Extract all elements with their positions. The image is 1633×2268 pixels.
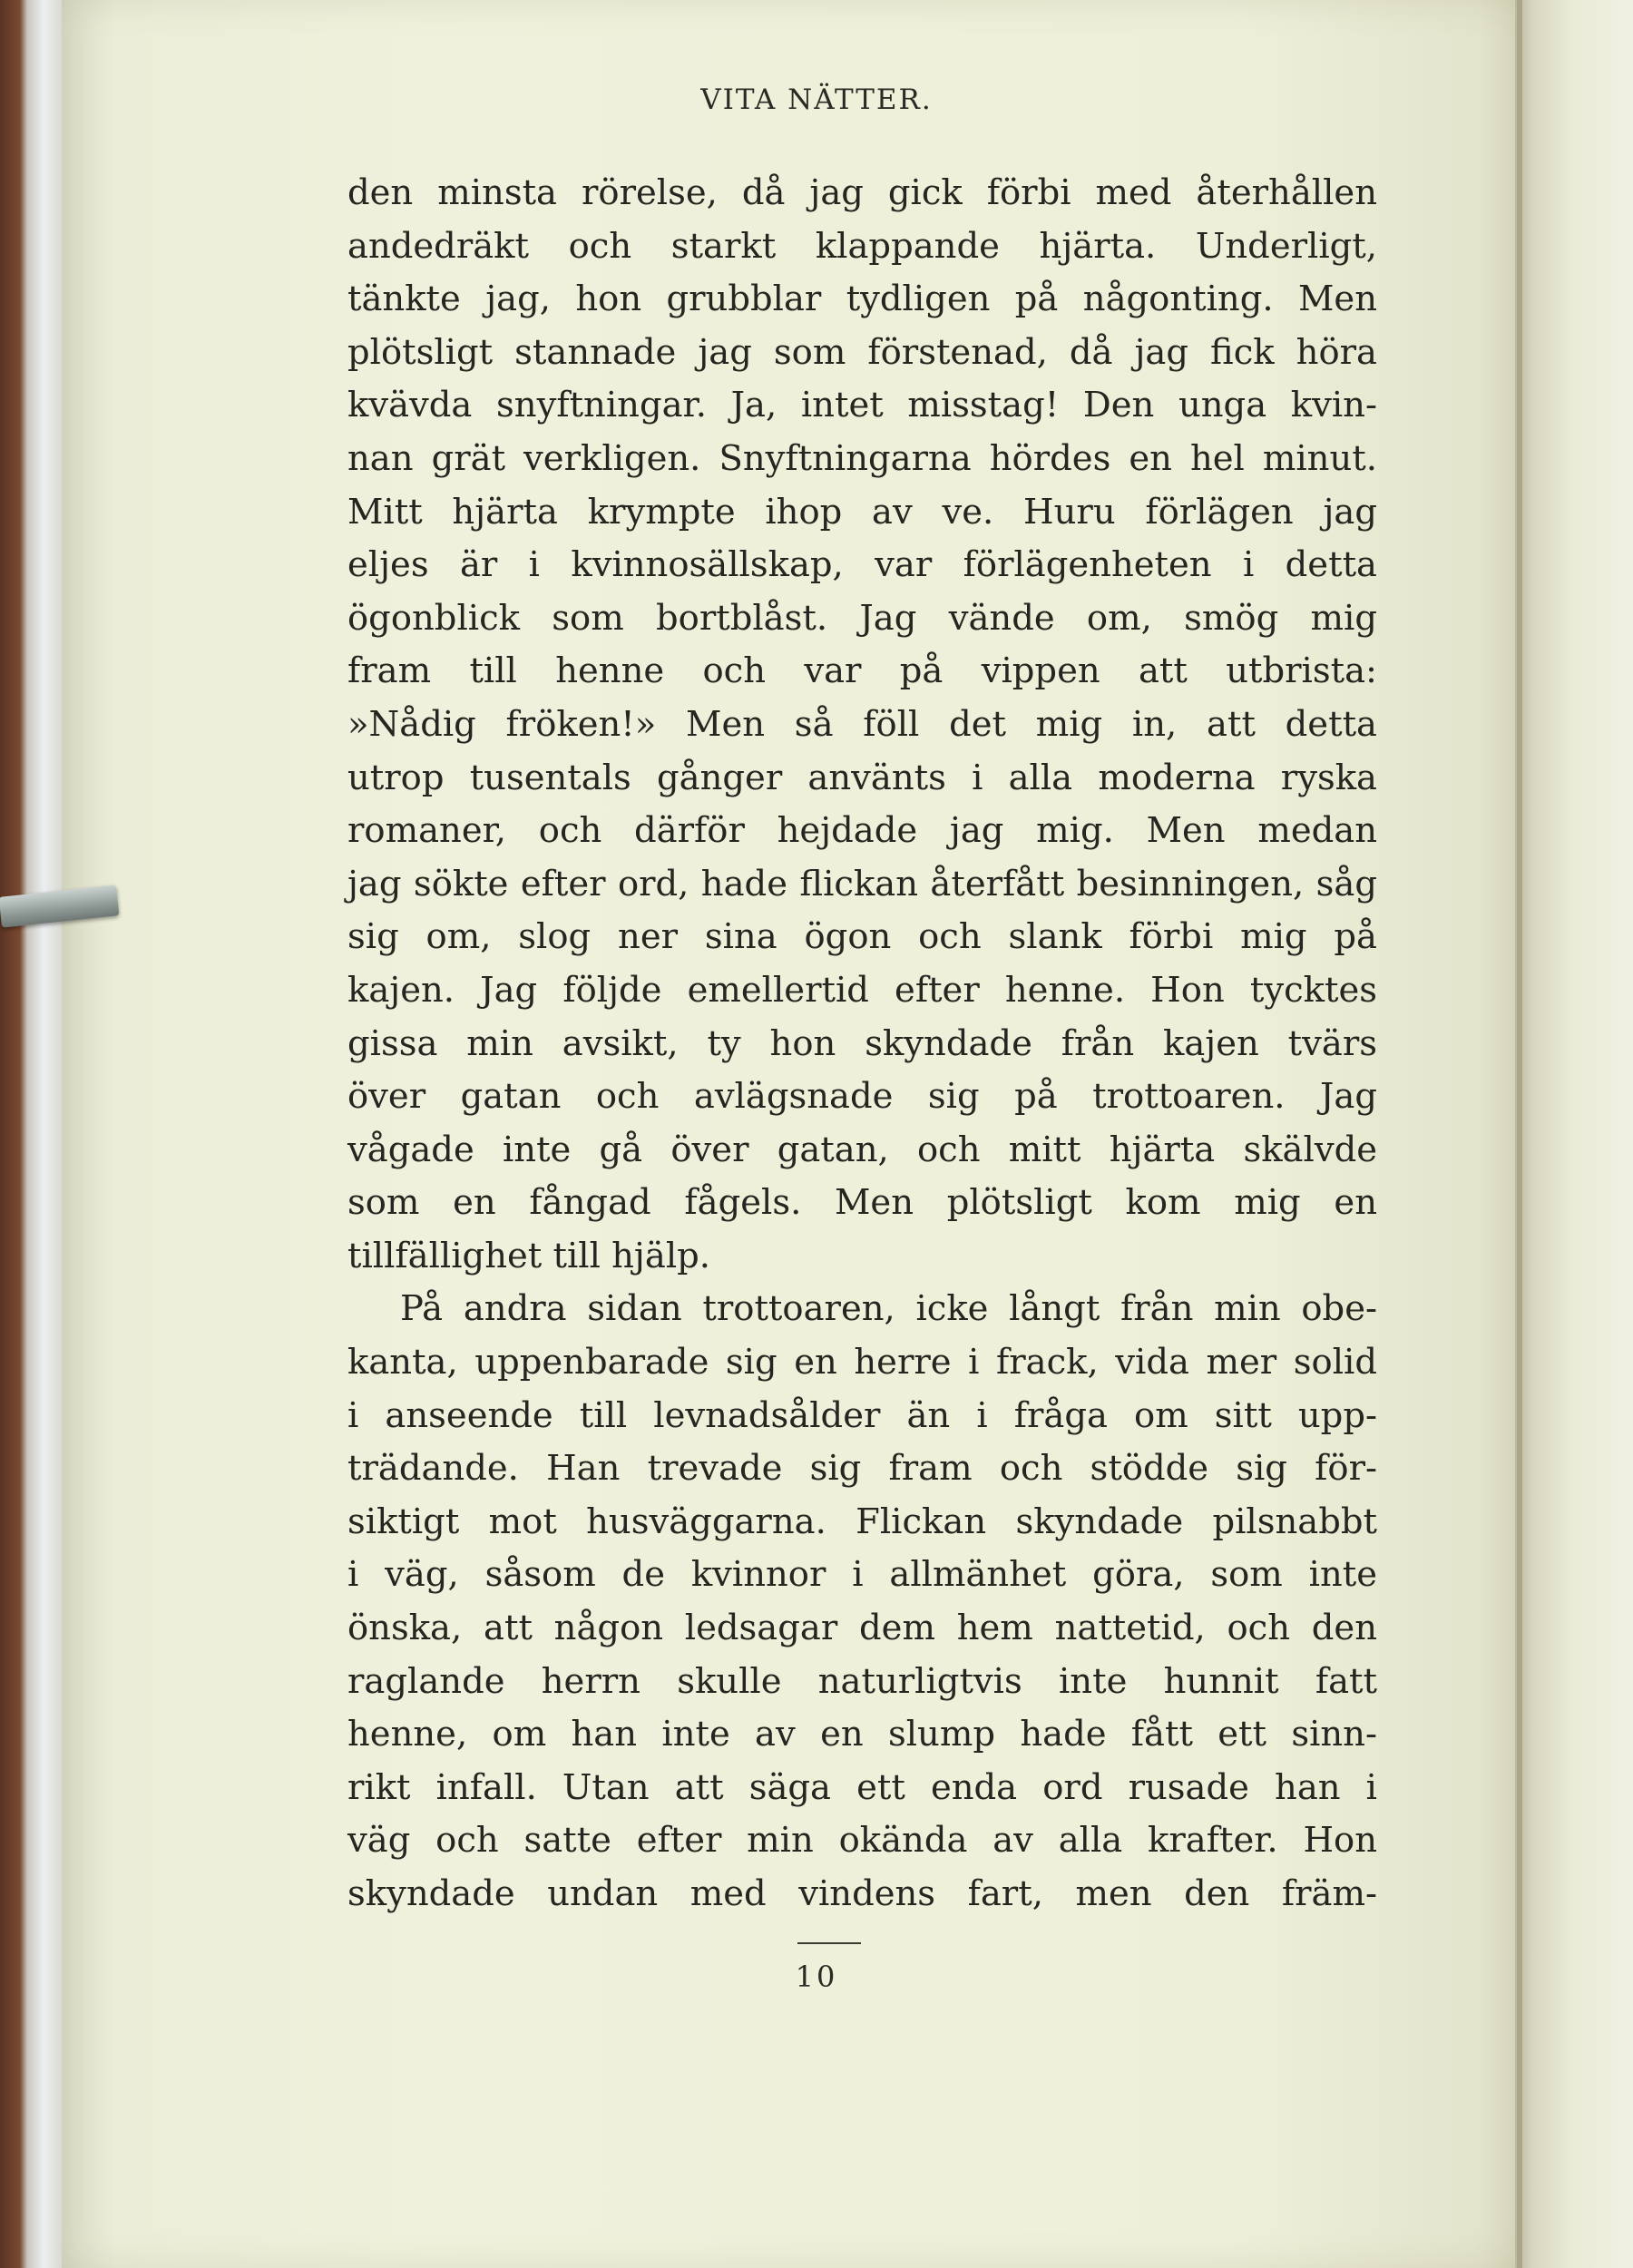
text-line: sig om, slog ner sina ögon och slank förbi mig på [347,916,1377,958]
text-line: i väg, såsom de kvinnor i allmänhet göra, som inte [347,1554,1377,1596]
text-line: nan grät verkligen. Snyftningarna hördes en hel minut. [347,437,1377,479]
text-line: gissa min avsikt, ty hon skyndade från kajen tvärs [347,1022,1377,1064]
text-line: jag sökte efter ord, hade flickan återfått besinningen, såg [347,863,1377,904]
text-line: romaner, och därför hejdade jag mig. Men medan [347,810,1377,852]
text-line: väg och satte efter min okända av alla krafter. Hon [347,1820,1377,1862]
text-line: På andra sidan trottoaren, icke långt från min obe- [400,1288,1377,1330]
next-page-edge [1515,0,1633,2268]
text-line: skyndade undan med vindens fart, men den främ- [347,1873,1377,1914]
page-fold-shadow [1517,0,1522,2268]
text-line: kanta, uppenbarade sig en herre i frack, vida mer solid [347,1342,1377,1383]
text-line: plötsligt stannade jag som förstenad, då jag fick höra [347,331,1377,373]
running-head: VITA NÄTTER. [700,83,933,116]
text-line: vågade inte gå över gatan, och mitt hjärta skälvde [347,1129,1377,1170]
text-line: önska, att någon ledsagar dem hem nattetid, och den [347,1608,1377,1649]
page-number: 10 [795,1960,838,1994]
text-line: henne, om han inte av en slump hade fått ett sinn- [347,1714,1377,1755]
text-line: rikt infall. Utan att säga ett enda ord rusade han i [347,1766,1377,1808]
text-line: i anseende till levnadsålder än i fråga om sitt upp- [347,1394,1377,1436]
text-line: ögonblick som bortblåst. Jag vände om, smög mig [347,597,1377,639]
text-line: tillfällighet till hjälp. [347,1235,711,1276]
body-text [347,167,1377,1921]
text-line: utrop tusentals gånger använts i alla moderna ryska [347,757,1377,798]
text-line: som en fångad fågels. Men plötsligt kom mig en [347,1182,1377,1224]
text-line: tänkte jag, hon grubblar tydligen på någonting. Men [347,279,1377,320]
text-line: siktigt mot husväggarna. Flickan skyndade pilsnabbt [347,1501,1377,1542]
text-line: Mitt hjärta krympte ihop av ve. Huru förlägen jag [347,491,1377,533]
text-line: fram till henne och var på vippen att utbrista: [347,650,1377,692]
text-line: den minsta rörelse, då jag gick förbi med återhållen [347,172,1377,213]
text-line: kajen. Jag följde emellertid efter henne. Hon tycktes [347,969,1377,1011]
text-line: »Nådig fröken!» Men så föll det mig in, att detta [347,703,1377,745]
text-line: raglande herrn skulle naturligtvis inte hunnit fatt [347,1660,1377,1702]
text-line: över gatan och avlägsnade sig på trottoaren. Jag [347,1076,1377,1118]
text-line: kvävda snyftningar. Ja, intet misstag! Den unga kvin- [347,385,1377,426]
page-number-rule [797,1942,861,1944]
text-line: trädande. Han trevade sig fram och stödde sig för- [347,1448,1377,1490]
text-line: andedräkt och starkt klappande hjärta. Underligt, [347,225,1377,267]
text-line: eljes är i kvinnosällskap, var förlägenheten i detta [347,544,1377,586]
